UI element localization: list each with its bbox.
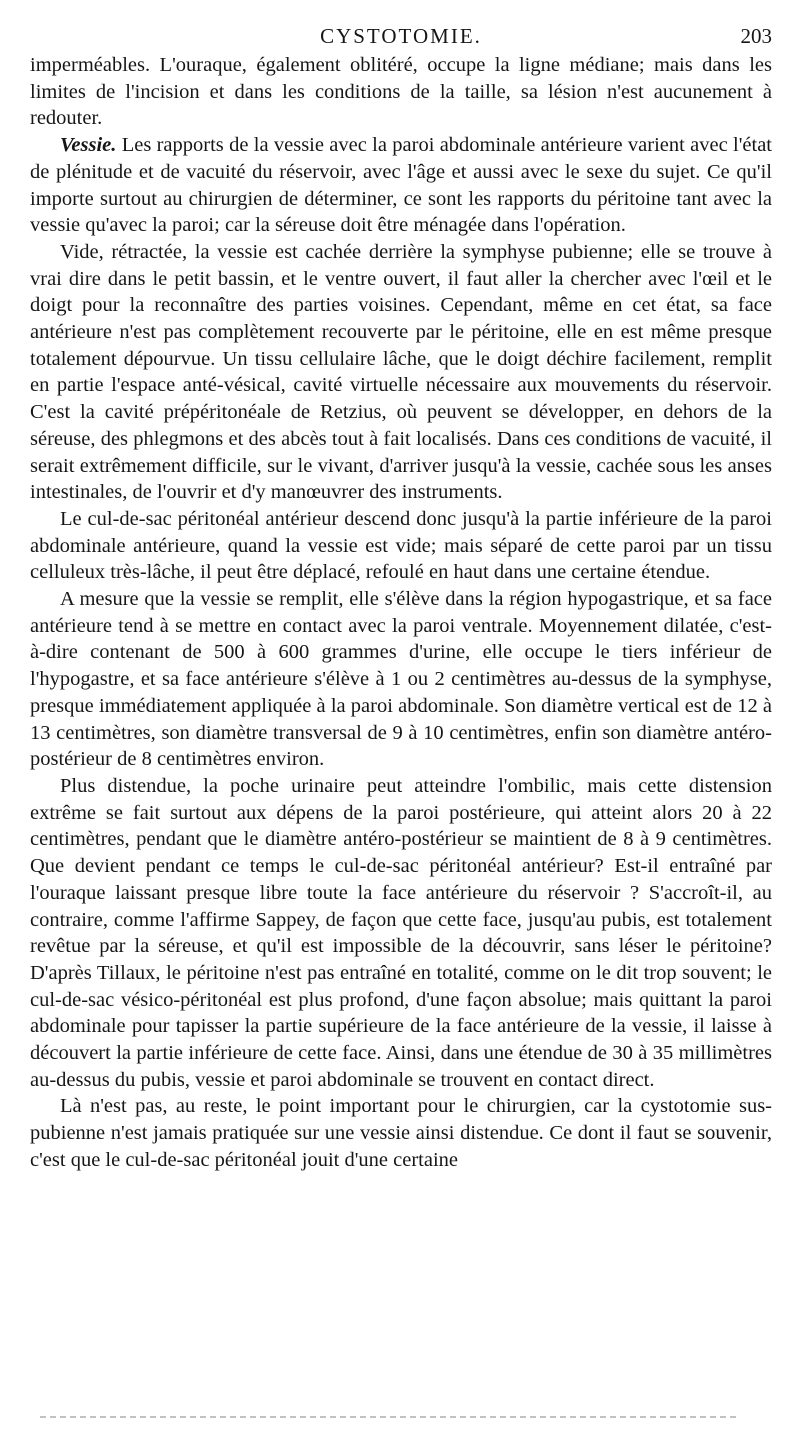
paragraph-5: A mesure que la vessie se remplit, elle s'élève dans la région hypogastrique, et sa face antérieure tend à se mettre en contact avec la paroi ventrale. Moyennement dilatée, c'est-à-dire contenant de 500 à 600 grammes d'urine, elle occupe le tiers inférieur de l'hypogastre, et sa face antérieure s'élève à 1 ou 2 centimètres au-dessus de la symphyse, presque immédiatement appliquée à la paroi abdominale. Son diamètre vertical est de 12 à 13 centimètres, son diamètre transversal de 9 à 10 centimètres, enfin son diamètre antéro-postérieur de 8 centimètres environ. [30, 588, 772, 771]
paragraph-2-text: Les rapports de la vessie avec la paroi abdominale antérieure varient avec l'état de plénitude et de vacuité du réservoir, avec l'âge et aussi avec le sexe du sujet. Ce qu'il importe surtout au chirurgien de déterminer, ce sont les rapports du péritoine tant avec la vessie qu'avec la paroi; car la séreuse doit être ménagée dans l'opération. [30, 134, 772, 237]
running-title: CYSTOTOMIE. [320, 24, 482, 48]
section-lead-vessie: Vessie. [60, 134, 117, 157]
paragraph-3: Vide, rétractée, la vessie est cachée derrière la symphyse pubienne; elle se trouve à vrai dire dans le petit bassin, et le ventre ouvert, il faut aller la chercher avec l'œil et le doigt pour la reconnaître des parties voisines. Cependant, même en cet état, sa face antérieure n'est pas complètement recouverte par le péritoine, elle en est même presque totalement dépourvue. Un tissu cellulaire lâche, que le doigt déchire facilement, remplit en partie l'espace anté-vésical, cavité virtuelle nécessaire aux mouvements du réservoir. C'est la cavité prépéritonéale de Retzius, où peuvent se développer, en dehors de la séreuse, des phlegmons et des abcès tout à fait localisés. Dans ces conditions de vacuité, il serait extrêmement difficile, sur le vivant, d'arriver jusqu'à la vessie, cachée sous les anses intestinales, de l'ouvrir et d'y manœuvrer des instruments. [30, 240, 772, 504]
paragraph-7: Là n'est pas, au reste, le point important pour le chirurgien, car la cystotomie sus-pubienne n'est jamais pratiquée sur une vessie ainsi distendue. Ce dont il faut se souvenir, c'est que le cul-de-sac péritonéal jouit d'une certaine [30, 1095, 772, 1171]
paragraph-1: imperméables. L'ouraque, également oblitéré, occupe la ligne médiane; mais dans les limites de l'incision et dans les conditions de la taille, sa lésion n'est aucunement à redouter. [30, 54, 772, 130]
paragraph-4: Le cul-de-sac péritonéal antérieur descend donc jusqu'à la partie inférieure de la paroi abdominale antérieure, quand la vessie est vide; mais séparé de cette paroi par un tissu celluleux très-lâche, il peut être déplacé, refoulé en haut dans une certaine étendue. [30, 507, 772, 584]
paragraph-2 [30, 132, 772, 239]
book-page [30, 18, 772, 1174]
running-header [30, 18, 772, 52]
bottom-bleed-line [40, 1416, 740, 1418]
paragraph-6: Plus distendue, la poche urinaire peut atteindre l'ombilic, mais cette distension extrême se fait surtout aux dépens de la paroi postérieure, qui atteint alors 20 à 22 centimètres, pendant que le diamètre antéro-postérieur se maintient de 8 à 9 centimètres. Que devient pendant ce temps le cul-de-sac péritonéal antérieur? Est-il entraîné par l'ouraque laissant presque libre toute la face antérieure du réservoir ? S'accroît-il, au contraire, comme l'affirme Sappey, de façon que cette face, jusqu'au pubis, est totalement revêtue par la séreuse, et qu'il est impossible de la découvrir, sans léser le péritoine? D'après Tillaux, le péritoine n'est pas entraîné en totalité, comme on le dit trop souvent; le cul-de-sac vésico-péritonéal est plus profond, d'une façon absolue; mais quittant la paroi abdominale pour tapisser la partie supérieure de la face antérieure de la vessie, il laisse à découvert la partie inférieure de cette face. Ainsi, dans une étendue de 30 à 35 millimètres au-dessus du pubis, vessie et paroi abdominale se trouvent en contact direct. [30, 774, 772, 1091]
body-text [30, 52, 772, 1174]
page-number: 203 [740, 24, 772, 48]
